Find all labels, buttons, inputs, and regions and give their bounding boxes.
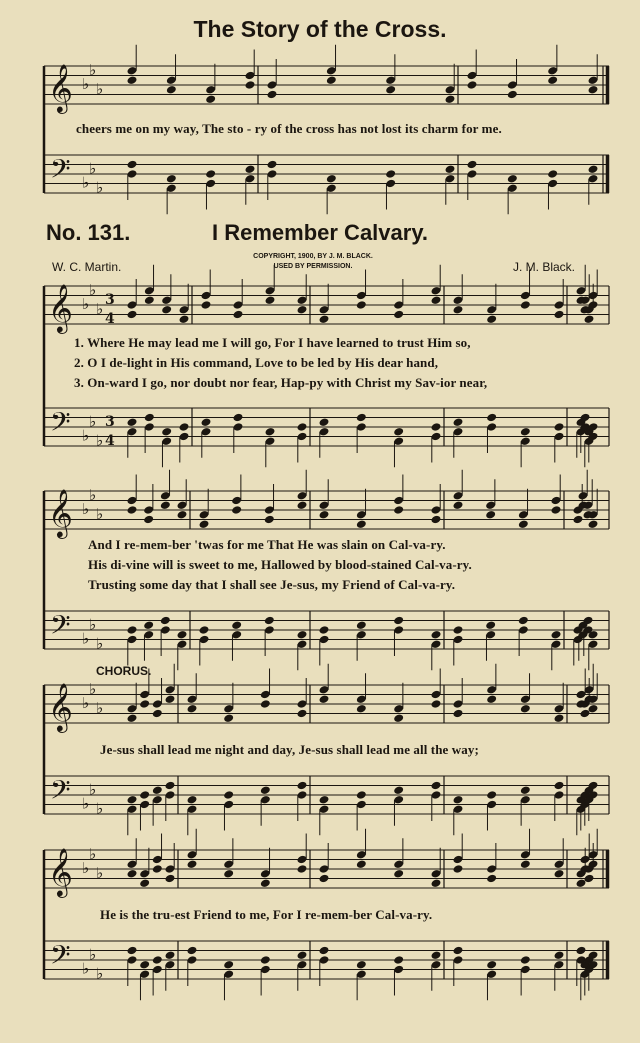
notehead bbox=[165, 874, 176, 884]
notehead bbox=[453, 795, 464, 805]
composer-credit: J. M. Black. bbox=[513, 260, 576, 274]
notehead bbox=[199, 519, 210, 529]
notehead bbox=[486, 314, 497, 324]
notehead bbox=[393, 785, 404, 795]
notehead bbox=[139, 878, 150, 888]
notehead bbox=[573, 515, 584, 525]
notehead bbox=[179, 422, 190, 432]
flat-sign: ♭ bbox=[96, 431, 104, 450]
flat-sign: ♭ bbox=[82, 859, 90, 877]
notehead bbox=[166, 85, 177, 95]
chorus-line-2: He is the tru-est Friend to me, For I re-mem-ber Cal-va-ry. bbox=[100, 907, 433, 922]
notehead bbox=[231, 620, 242, 630]
flat-sign: ♭ bbox=[89, 945, 97, 964]
bass-clef: 𝄢 bbox=[50, 609, 71, 647]
notehead bbox=[139, 960, 150, 970]
notehead bbox=[393, 869, 404, 879]
notehead bbox=[267, 160, 278, 170]
copyright-line: COPYRIGHT, 1900, BY J. M. BLACK. bbox=[253, 253, 373, 260]
flat-sign: ♭ bbox=[82, 629, 90, 648]
flat-sign: ♭ bbox=[96, 964, 104, 983]
notehead bbox=[356, 859, 367, 869]
notehead bbox=[139, 790, 150, 800]
notehead bbox=[127, 505, 138, 515]
notehead bbox=[393, 713, 404, 723]
notehead bbox=[431, 878, 442, 888]
notehead bbox=[356, 960, 367, 970]
notehead bbox=[520, 300, 531, 310]
flat-sign: ♭ bbox=[96, 863, 104, 882]
notehead bbox=[127, 417, 138, 427]
notehead bbox=[554, 950, 565, 960]
notehead bbox=[588, 164, 599, 174]
notehead bbox=[297, 781, 308, 791]
notehead bbox=[267, 90, 278, 100]
notehead bbox=[554, 422, 565, 432]
flat-sign: ♭ bbox=[82, 295, 90, 313]
notehead bbox=[393, 505, 404, 515]
notehead bbox=[231, 505, 242, 515]
top-hymn-title: The Story of the Cross. bbox=[193, 16, 447, 42]
notehead bbox=[554, 781, 565, 791]
flat-sign: ♭ bbox=[96, 634, 104, 653]
notehead bbox=[127, 713, 138, 723]
verse-2-line-1: 2. O I de-light in His command, Love to be led by His dear hand, bbox=[74, 355, 439, 370]
notehead bbox=[356, 790, 367, 800]
notehead bbox=[166, 174, 177, 184]
notehead bbox=[199, 625, 210, 635]
treble-clef: 𝄞 bbox=[48, 63, 73, 112]
time-signature: 3 bbox=[105, 292, 115, 308]
notehead bbox=[233, 413, 244, 423]
notehead bbox=[223, 790, 234, 800]
notehead bbox=[356, 300, 367, 310]
notehead bbox=[445, 94, 456, 104]
flat-sign: ♭ bbox=[89, 159, 97, 178]
notehead bbox=[201, 300, 212, 310]
notehead bbox=[520, 859, 531, 869]
notehead bbox=[177, 510, 188, 520]
notehead bbox=[319, 694, 330, 704]
notehead bbox=[431, 515, 442, 525]
top-lyric-line: cheers me on my way, The sto - ry of the cross has not lost its charm for me. bbox=[76, 121, 502, 136]
notehead bbox=[485, 620, 496, 630]
notehead bbox=[584, 314, 595, 324]
notehead bbox=[319, 314, 330, 324]
flat-sign: ♭ bbox=[96, 79, 104, 98]
time-signature: 3 bbox=[105, 414, 115, 430]
verse-2-line-2: His di-vine will is sweet to me, Hallowed by blood-stained Cal-va-ry. bbox=[88, 557, 472, 572]
notehead bbox=[431, 630, 442, 640]
notehead bbox=[297, 709, 308, 719]
notehead bbox=[165, 950, 176, 960]
notehead bbox=[486, 413, 497, 423]
notehead bbox=[547, 75, 558, 85]
notehead bbox=[319, 946, 330, 956]
notehead bbox=[187, 795, 198, 805]
notehead bbox=[393, 310, 404, 320]
notehead bbox=[245, 164, 256, 174]
notehead bbox=[260, 955, 271, 965]
notehead bbox=[486, 694, 497, 704]
notehead bbox=[393, 616, 404, 626]
notehead bbox=[385, 85, 396, 95]
notehead bbox=[177, 630, 188, 640]
notehead bbox=[264, 616, 275, 626]
notehead bbox=[223, 960, 234, 970]
flat-sign: ♭ bbox=[89, 679, 97, 698]
notehead bbox=[152, 955, 163, 965]
bass-clef: 𝄢 bbox=[50, 406, 71, 444]
notehead bbox=[205, 94, 216, 104]
flat-sign: ♭ bbox=[89, 615, 97, 634]
flat-sign: ♭ bbox=[89, 485, 97, 504]
notehead bbox=[187, 704, 198, 714]
notehead bbox=[152, 864, 163, 874]
notehead bbox=[467, 160, 478, 170]
notehead bbox=[431, 950, 442, 960]
verse-1-line-1: 1. Where He may lead me I will go, For I have learned to trust Him so, bbox=[74, 335, 471, 350]
time-signature: 4 bbox=[105, 311, 115, 327]
permission-line: USED BY PERMISSION. bbox=[273, 263, 353, 270]
flat-sign: ♭ bbox=[89, 844, 97, 863]
flat-sign: ♭ bbox=[82, 173, 90, 192]
notehead bbox=[161, 305, 172, 315]
notehead bbox=[139, 699, 150, 709]
notehead bbox=[179, 314, 190, 324]
notehead bbox=[547, 169, 558, 179]
notehead bbox=[144, 413, 155, 423]
flat-sign: ♭ bbox=[89, 780, 97, 799]
notehead bbox=[520, 955, 531, 965]
notehead bbox=[453, 305, 464, 315]
chorus-line-1: Je-sus shall lead me night and day, Je-sus shall lead me all the way; bbox=[100, 742, 479, 757]
notehead bbox=[356, 413, 367, 423]
notehead bbox=[326, 75, 337, 85]
time-signature: 4 bbox=[105, 433, 115, 449]
notehead bbox=[431, 422, 442, 432]
notehead bbox=[187, 859, 198, 869]
copyright-notice bbox=[238, 252, 388, 272]
notehead bbox=[445, 164, 456, 174]
notehead bbox=[223, 713, 234, 723]
flat-sign: ♭ bbox=[96, 504, 104, 523]
notehead bbox=[127, 869, 138, 879]
notehead bbox=[223, 869, 234, 879]
notehead bbox=[485, 510, 496, 520]
verse-3-line-2: Trusting some day that I shall see Je-sus, my Friend of Cal-va-ry. bbox=[88, 577, 456, 592]
flat-sign: ♭ bbox=[82, 426, 90, 445]
notehead bbox=[431, 781, 442, 791]
flat-sign: ♭ bbox=[82, 959, 90, 978]
notehead bbox=[127, 625, 138, 635]
notehead bbox=[554, 869, 565, 879]
notehead bbox=[205, 169, 216, 179]
notehead bbox=[260, 699, 271, 709]
notehead bbox=[431, 295, 442, 305]
notehead bbox=[453, 946, 464, 956]
notehead bbox=[467, 80, 478, 90]
notehead bbox=[554, 310, 565, 320]
notehead bbox=[507, 174, 518, 184]
notehead bbox=[453, 864, 464, 874]
notehead bbox=[297, 630, 308, 640]
notehead bbox=[143, 515, 154, 525]
notehead bbox=[319, 874, 330, 884]
hymn-number: No. 131. bbox=[46, 220, 131, 245]
notehead bbox=[143, 620, 154, 630]
notehead bbox=[576, 946, 587, 956]
verse-1-line-2: And I re-mem-ber 'twas for me That He was slain on Cal-va-ry. bbox=[88, 537, 446, 552]
bass-clef: 𝄢 bbox=[50, 939, 71, 977]
notehead bbox=[201, 417, 212, 427]
notehead bbox=[518, 519, 529, 529]
hymn-title: I Remember Calvary. bbox=[212, 220, 429, 245]
notehead bbox=[393, 955, 404, 965]
notehead bbox=[127, 310, 138, 320]
notehead bbox=[260, 785, 271, 795]
notehead bbox=[588, 519, 599, 529]
notehead bbox=[165, 781, 176, 791]
flat-sign: ♭ bbox=[96, 299, 104, 318]
notehead bbox=[152, 785, 163, 795]
author-credit: W. C. Martin. bbox=[52, 260, 122, 274]
notehead bbox=[297, 422, 308, 432]
notehead bbox=[520, 427, 531, 437]
notehead bbox=[554, 713, 565, 723]
notehead bbox=[453, 625, 464, 635]
notehead bbox=[453, 709, 464, 719]
notehead bbox=[486, 790, 497, 800]
notehead bbox=[356, 620, 367, 630]
notehead bbox=[160, 616, 171, 626]
notehead bbox=[165, 694, 176, 704]
flat-sign: ♭ bbox=[82, 75, 90, 93]
notehead bbox=[551, 630, 562, 640]
chorus-label: CHORUS. bbox=[96, 664, 152, 678]
notehead bbox=[297, 305, 308, 315]
notehead bbox=[245, 80, 256, 90]
notehead bbox=[520, 785, 531, 795]
notehead bbox=[127, 160, 138, 170]
flat-sign: ♭ bbox=[89, 412, 97, 431]
notehead bbox=[144, 295, 155, 305]
flat-sign: ♭ bbox=[96, 799, 104, 818]
notehead bbox=[356, 519, 367, 529]
notehead bbox=[265, 295, 276, 305]
notehead bbox=[393, 427, 404, 437]
treble-clef: 𝄞 bbox=[48, 847, 73, 896]
treble-clef: 𝄞 bbox=[48, 682, 73, 731]
treble-clef: 𝄞 bbox=[48, 488, 73, 537]
notehead bbox=[161, 427, 172, 437]
notehead bbox=[507, 90, 518, 100]
flat-sign: ♭ bbox=[82, 794, 90, 813]
notehead bbox=[160, 500, 171, 510]
flat-sign: ♭ bbox=[82, 694, 90, 712]
notehead bbox=[486, 960, 497, 970]
notehead bbox=[319, 417, 330, 427]
notehead bbox=[297, 864, 308, 874]
notehead bbox=[187, 946, 198, 956]
notehead bbox=[127, 946, 138, 956]
notehead bbox=[152, 709, 163, 719]
notehead bbox=[385, 169, 396, 179]
notehead bbox=[520, 704, 531, 714]
notehead bbox=[356, 704, 367, 714]
notehead bbox=[264, 515, 275, 525]
flat-sign: ♭ bbox=[89, 60, 97, 79]
notehead bbox=[588, 85, 599, 95]
notehead bbox=[431, 699, 442, 709]
notehead bbox=[486, 874, 497, 884]
notehead bbox=[127, 75, 138, 85]
treble-clef: 𝄞 bbox=[48, 283, 73, 332]
notehead bbox=[297, 950, 308, 960]
notehead bbox=[319, 510, 330, 520]
notehead bbox=[453, 417, 464, 427]
flat-sign: ♭ bbox=[96, 698, 104, 717]
flat-sign: ♭ bbox=[96, 178, 104, 197]
notehead bbox=[127, 795, 138, 805]
notehead bbox=[319, 625, 330, 635]
notehead bbox=[260, 878, 271, 888]
bass-clef: 𝄢 bbox=[50, 153, 71, 191]
flat-sign: ♭ bbox=[82, 500, 90, 518]
verse-3-line-1: 3. On-ward I go, nor doubt nor fear, Hap-py with Christ my Sav-ior near, bbox=[74, 375, 488, 390]
notehead bbox=[265, 427, 276, 437]
notehead bbox=[518, 616, 529, 626]
notehead bbox=[453, 500, 464, 510]
bass-clef: 𝄢 bbox=[50, 774, 71, 812]
notehead bbox=[551, 505, 562, 515]
flat-sign: ♭ bbox=[89, 280, 97, 299]
notehead bbox=[297, 500, 308, 510]
notehead bbox=[326, 174, 337, 184]
notehead bbox=[319, 795, 330, 805]
notehead bbox=[233, 310, 244, 320]
